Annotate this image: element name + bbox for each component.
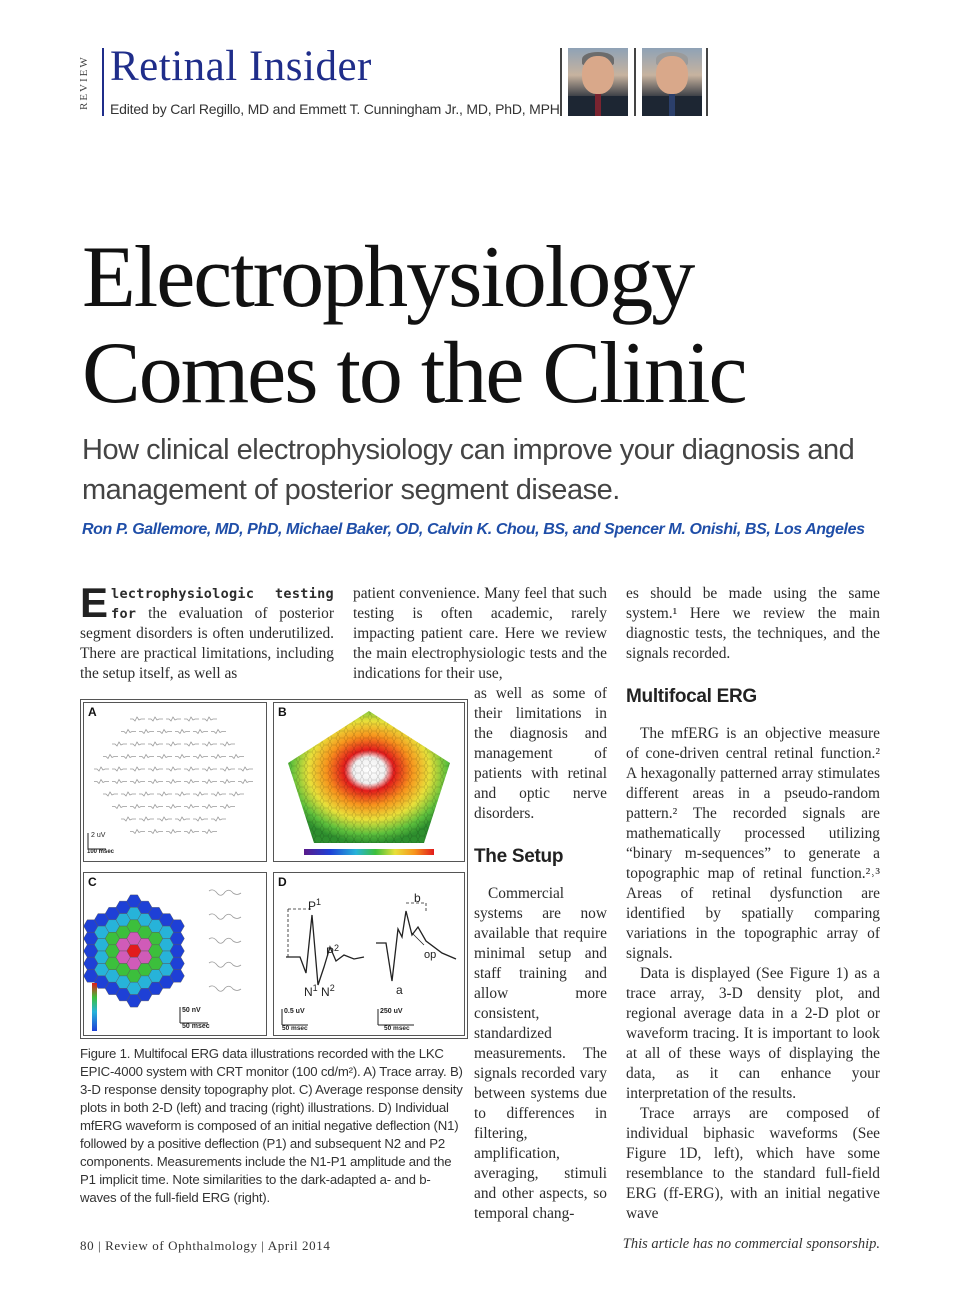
- col2-paragraph-top: [353, 584, 607, 684]
- article-authors: Ron P. Gallemore, MD, PhD, Michael Baker, OD, Calvin K. Chou, BS, and Spencer M. Onishi, BS, Los Angeles: [82, 521, 865, 538]
- trace-waveform: [211, 792, 226, 796]
- portrait-divider: [634, 48, 636, 116]
- intro-text: the evaluation of posterior segment disorders is often underutilized. There are practical limitations, including the setup itself, as well as: [80, 605, 334, 682]
- editor-portrait-regillo: [568, 48, 628, 116]
- trace-waveform: [139, 817, 154, 821]
- column-title: Retinal Insider: [110, 43, 372, 90]
- label-p2: $P^2$: [326, 943, 340, 959]
- trace-waveform: [202, 830, 217, 834]
- mferg-heading: Multifocal ERG: [626, 686, 757, 707]
- panel-b-3d-topography: [273, 702, 465, 862]
- trace-waveform: [148, 805, 163, 809]
- trace-waveform: [193, 730, 208, 734]
- trace-array-plot: [84, 703, 266, 861]
- label-n1-n2: $N^1$ $N^2$: [304, 983, 335, 999]
- title-line-2: Comes to the Clinic: [82, 325, 746, 422]
- trace-waveform: [166, 830, 181, 834]
- panel-a-trace-array: [83, 702, 267, 862]
- col3-paragraph-top: [626, 584, 880, 664]
- trace-waveform: [94, 767, 109, 771]
- panel-a-scale-voltage: 2 uV: [91, 832, 106, 839]
- trace-waveform: [148, 767, 163, 771]
- trace-waveform: [193, 755, 208, 759]
- label-oscillatory-potentials: op: [424, 949, 437, 961]
- trace-waveform: [148, 780, 163, 784]
- panel-d-waveforms: [273, 872, 465, 1036]
- trace-waveform: [184, 780, 199, 784]
- trace-waveform: [202, 717, 217, 721]
- intro-paragraph: [80, 579, 334, 684]
- section-tag: REVIEW: [78, 55, 90, 111]
- trace-waveform: [112, 805, 127, 809]
- trace-waveform: [103, 792, 118, 796]
- trace-waveform: [130, 780, 145, 784]
- figure-caption: Figure 1. Multifocal ERG data illustrations recorded with the LKC EPIC-4000 system with CRT monitor (100 cd/m²). A) Trace array. B) 3-D response density topography plot. C) Average response density plots in both 2-D (left) and tracing (right) illustrations. D) Individual mfERG waveform is composed of an initial negative deflection (N1) followed by a positive deflection (P1) and subsequent N2 and P2 components. Measurements include the N1-P1 amplitude and the P1 implicit time. Note similarities to the dark-adapted a- and b-waves of the full-field ERG (right).: [80, 1046, 463, 1205]
- figure-1: [80, 699, 468, 1039]
- trace-waveform: [130, 742, 145, 746]
- trace-waveform: [148, 742, 163, 746]
- trace-waveform: [202, 780, 217, 784]
- article-title: [82, 230, 902, 422]
- panel-a-label: A: [88, 705, 97, 719]
- panel-d-label: D: [278, 875, 287, 889]
- trace-waveform: [166, 742, 181, 746]
- trace-waveform: [121, 755, 136, 759]
- label-b-wave: b: [414, 891, 421, 905]
- trace-waveform: [238, 780, 253, 784]
- trace-waveform: [211, 755, 226, 759]
- trace-waveform: [211, 817, 226, 821]
- trace-waveform: [220, 805, 235, 809]
- trace-waveform: [166, 780, 181, 784]
- trace-waveform: [193, 817, 208, 821]
- trace-waveform: [238, 767, 253, 771]
- mferg-paragraph-1: The mfERG is an objective measure of cone-driven central retinal function.² A hexagonally patterned array stimulates different areas in a pseudo-random pattern.² The recorded signals are mathematically processed utilizing “binary m-sequences” to generate a topographic map of retinal function.²˒³ Areas of retinal dysfunction are identified by spatially comparing variations in the topographic array of signals.: [626, 725, 880, 962]
- trace-waveform: [175, 792, 190, 796]
- portrait-divider: [560, 48, 562, 116]
- mferg-paragraph-2: Data is displayed (See Figure 1) as a trace array, 3-D density plot, and regional average data in a 2-D plot or waveform tracing. It is important to look at all of these ways of displaying the data, as it can enhance your interpretation of the results.: [626, 965, 880, 1102]
- trace-waveform: [157, 755, 172, 759]
- editors-line: Edited by Carl Regillo, MD and Emmett T. Cunningham Jr., MD, PhD, MPH: [110, 101, 560, 117]
- hex-density-plot: [84, 873, 266, 1035]
- trace-waveform: [130, 717, 145, 721]
- page-footer-right: This article has no commercial sponsorship.: [622, 1236, 880, 1252]
- trace-waveform: [139, 730, 154, 734]
- panel-c-average-density: [83, 872, 267, 1036]
- trace-waveform: [121, 730, 136, 734]
- panel-c-scale-voltage: 50 nV: [182, 1007, 201, 1014]
- trace-waveform: [184, 717, 199, 721]
- trace-waveform: [211, 730, 226, 734]
- trace-waveform: [157, 792, 172, 796]
- trace-waveform: [121, 817, 136, 821]
- panel-c-label: C: [88, 875, 97, 889]
- trace-waveform: [112, 742, 127, 746]
- portrait-divider: [706, 48, 708, 116]
- topography-plot: [274, 703, 464, 861]
- panel-a-scale-time: 100 msec: [87, 849, 115, 855]
- trace-waveform: [157, 730, 172, 734]
- trace-waveform: [220, 742, 235, 746]
- page-footer-left: 80 | Review of Ophthalmology | April 2014: [80, 1238, 331, 1253]
- trace-waveform: [175, 817, 190, 821]
- title-line-1: Electrophysiology: [82, 229, 694, 326]
- setup-heading: The Setup: [474, 846, 564, 867]
- trace-waveform: [112, 780, 127, 784]
- trace-waveform: [94, 780, 109, 784]
- setup-text: Commercial systems are now available that require minimal setup and staff training and allow more consistent, standardized measurements. The signals recorded vary between systems due to differences in filtering, amplification, averaging, stimuli and other aspects, so temporal chang-: [474, 885, 607, 1222]
- col3-text-top: es should be made using the same system.¹ Here we review the main diagnostic tests, the techniques, and the signals recorded.: [626, 585, 880, 662]
- trace-waveform: [202, 805, 217, 809]
- trace-waveform: [184, 742, 199, 746]
- trace-waveform: [184, 805, 199, 809]
- mferg-paragraph-3: Trace arrays are composed of individual biphasic waveforms (See Figure 1D, left), which have some resemblance to the standard full-field ERG (ff-ERG), with an initial negative wave: [626, 1105, 880, 1222]
- drop-cap: E: [80, 579, 109, 626]
- editor-portrait-cunningham: [642, 48, 702, 116]
- trace-waveform: [184, 767, 199, 771]
- trace-waveform: [175, 730, 190, 734]
- lead-in: lectrophysiologic testing for: [111, 586, 334, 622]
- trace-waveform: [220, 767, 235, 771]
- panel-d-scale-time-right: 50 msec: [384, 1025, 410, 1032]
- panel-c-scale-time: 50 msec: [182, 1023, 210, 1030]
- trace-waveform: [157, 817, 172, 821]
- trace-waveform: [139, 792, 154, 796]
- panel-d-scale-voltage-left: 0.5 uV: [284, 1008, 305, 1015]
- trace-waveform: [148, 830, 163, 834]
- header-rule: [102, 48, 104, 116]
- trace-waveform: [139, 755, 154, 759]
- col2-paragraph-narrow: [474, 684, 607, 824]
- trace-waveform: [112, 767, 127, 771]
- trace-waveform: [130, 830, 145, 834]
- panel-b-label: B: [278, 705, 287, 719]
- trace-waveform: [121, 792, 136, 796]
- trace-waveform: [202, 767, 217, 771]
- col2-text-top: patient convenience. Many feel that such testing is often academic, rarely impacting patient care. Here we review the main electrophysiologic tests and the indications for their use,: [353, 585, 607, 682]
- label-a-wave: a: [396, 983, 403, 997]
- trace-waveform: [175, 755, 190, 759]
- trace-waveform: [229, 792, 244, 796]
- trace-waveform: [193, 792, 208, 796]
- mferg-section: [626, 724, 880, 1224]
- trace-waveform: [220, 780, 235, 784]
- trace-waveform: [166, 805, 181, 809]
- trace-waveform: [130, 805, 145, 809]
- trace-waveform: [148, 717, 163, 721]
- setup-paragraph: [474, 884, 607, 1224]
- trace-waveform: [229, 755, 244, 759]
- trace-waveform: [103, 755, 118, 759]
- article-subtitle: How clinical electrophysiology can improve your diagnosis and management of posterior segment disease.: [82, 434, 855, 506]
- trace-waveform: [166, 767, 181, 771]
- trace-waveform: [130, 767, 145, 771]
- panel-d-scale-voltage-right: 250 uV: [380, 1008, 403, 1015]
- trace-waveform: [166, 717, 181, 721]
- panel-d-scale-time-left: 50 msec: [282, 1025, 308, 1032]
- trace-waveform: [202, 742, 217, 746]
- label-p1: $P^1$: [308, 897, 322, 913]
- trace-waveform: [184, 830, 199, 834]
- col2-text-narrow: as well as some of their limitations in the diagnosis and management of patients with retinal and optic nerve disorders.: [474, 685, 607, 822]
